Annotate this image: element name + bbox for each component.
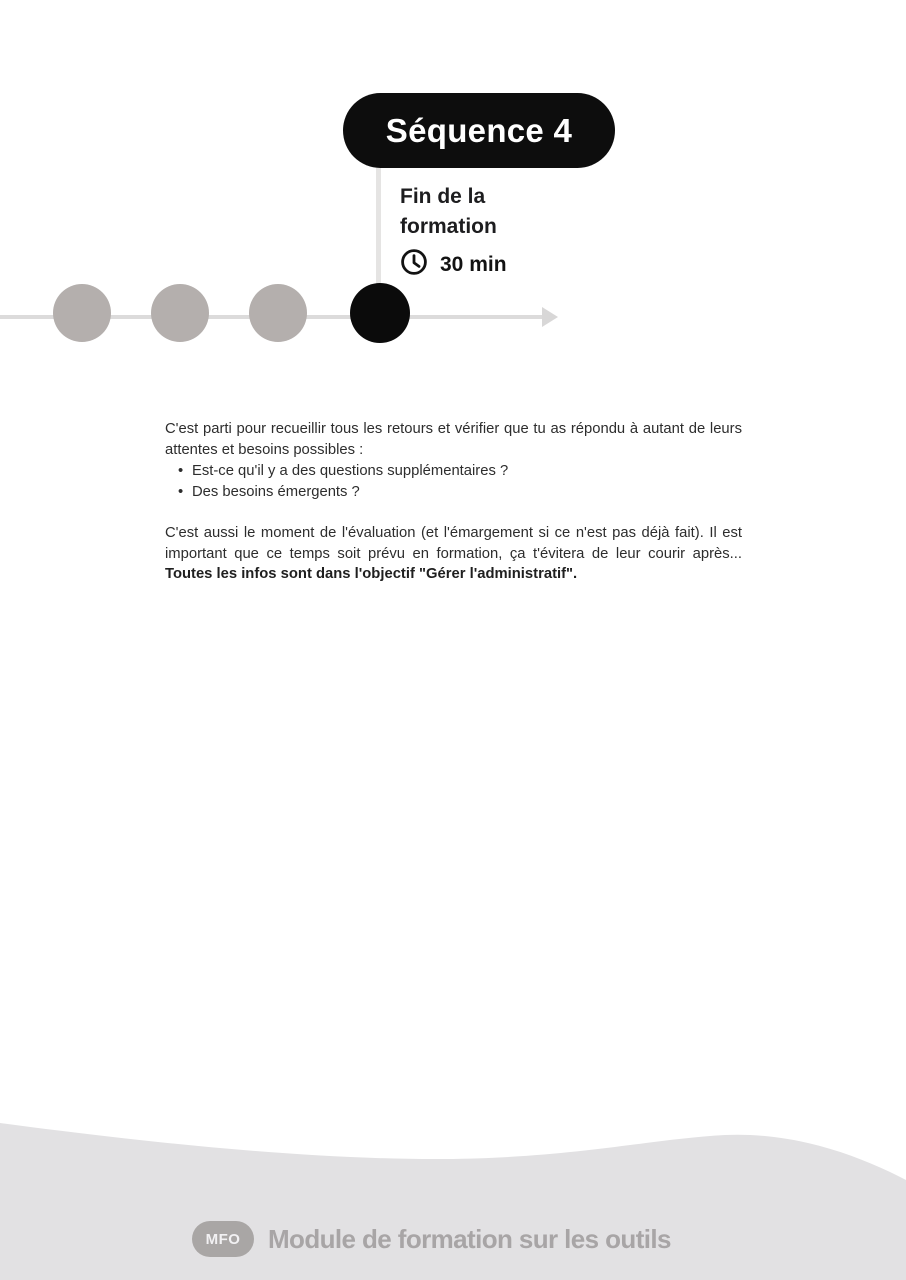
- intro-paragraph: C'est parti pour recueillir tous les retours et vérifier que tu as répondu à autant de leurs attentes et besoins possibles :: [165, 421, 742, 458]
- evaluation-bold-text: Toutes les infos sont dans l'objectif "Gérer l'administratif".: [165, 566, 578, 583]
- timeline-step-2: [151, 284, 209, 342]
- clock-icon: [400, 248, 428, 281]
- footer-badge-label: MFO: [205, 1230, 241, 1248]
- sequence-badge: [343, 93, 615, 168]
- footer: [192, 1221, 671, 1257]
- duration-label: 30 min: [440, 252, 507, 276]
- timeline-step-1: [53, 284, 111, 342]
- list-item: • Est-ce qu'il y a des questions supplémentaires ?: [165, 461, 742, 482]
- evaluation-paragraph: [165, 523, 742, 586]
- body-content: [165, 419, 742, 585]
- arrow-right-icon: [542, 307, 558, 327]
- timeline-step-3: [249, 284, 307, 342]
- timeline-step-4: [350, 283, 410, 343]
- footer-badge: [192, 1221, 254, 1257]
- list-item: • Des besoins émergents ?: [165, 482, 742, 503]
- timeline-connector-line: [376, 168, 381, 290]
- step-info: [400, 182, 560, 281]
- evaluation-text: C'est aussi le moment de l'évaluation (et l'émargement si ce n'est pas déjà fait). Il est important que ce temps soit prévu en formation, ça t'évitera de leur courir après...: [165, 524, 742, 562]
- sequence-badge-label: Séquence 4: [385, 111, 573, 149]
- step-title: Fin de la formation: [400, 185, 497, 238]
- footer-title: Module de formation sur les outils: [268, 1223, 671, 1254]
- questions-list: [165, 461, 742, 503]
- duration-row: [400, 248, 560, 281]
